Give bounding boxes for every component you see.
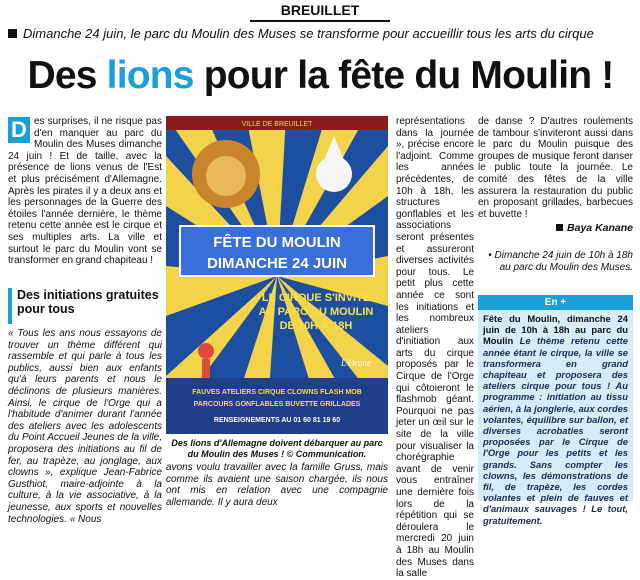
poster-image (166, 116, 388, 434)
subheading: Des initiations gratuites pour tous (8, 288, 162, 324)
info-box-tab: En + (478, 295, 633, 310)
acrobat-figure (198, 343, 214, 359)
info-box-text: Le thème retenu cette année étant le cirque, la ville se transformera en grand chapiteau et proposera des ateliers cirque pour tous ! Au programme : initiation au tissu aérien, à la jonglerie, aux cordes volantes, équilibre sur ballon, et diverses acrobaties seront proposées par le Cirque de l'Orge pour les petits et les grands. Sans compter les clowns, les démonstrations de fil, de trapèze, les cordes volantes et plein de fauves et d'animaux sauvages ! Le tout, gratuitement. (483, 335, 629, 526)
column-1-intro (8, 116, 162, 284)
intro-text: es surprises, il ne risque pas d'en manquer au parc du Moulin des Muses dimanche 24 juin ! Et de taille, avec la présence de lions venus de l'Est et plus précisément d'Allemagne. Après les pirates il y a deux ans et les personnages de la Guerre des étoiles l'année dernière, le thème retenu cette année est le cirque et ses multiples arts. La ville et surtout le parc du Moulin vont se transformer en grand chapiteau ! (8, 116, 162, 267)
poster-caption: Des lions d'Allemagne doivent débarquer au parc du Moulin des Muses ! © Communication. (171, 438, 383, 459)
headline-part: pour la fête du Moulin ! (193, 54, 614, 97)
poster-tagline-1: LE CIRQUE S'INVITE (261, 292, 371, 304)
kicker-text: Dimanche 24 juin, le parc du Moulin des Muses se transforme pour accueillir tous les arts du cirque (23, 26, 594, 41)
poster-graphic (166, 116, 388, 434)
poster-phone: RENSEIGNEMENTS AU 01 60 81 19 60 (213, 417, 341, 424)
drop-cap: D (8, 117, 30, 143)
info-box (478, 295, 633, 526)
headline-highlight: lions (106, 54, 194, 97)
poster-footer-2: PARCOURS GONFLABLES BUVETTE GRILLADES (193, 401, 361, 408)
poster-title-1: FÊTE DU MOULIN (213, 234, 341, 251)
lion-face (206, 156, 246, 196)
headline-part: Des (27, 54, 107, 97)
column-1-body: « Tous les ans nous essayons de trouver un thème différent qui rassemble et qui parle à tous les publics, aussi bien aux enfants qu'à leurs parents et nous le déclinons de plusieurs manières. Ainsi, le cirque de l'Orge qui a l'habitude d'animer durant l'année des ateliers avec les adolescents du Point Accueil Jeunes de la ville, proposera des initiations au fil de fer, au trapèze, au jonglage, aux clowns », explique Jean-Fabrice Gusthiot, maire-adjointe à la culture, à la vie associative, à la jeunesse, aux sports et nouvelles technologies. « Nous (8, 328, 162, 525)
byline-name: Baya Kanane (567, 222, 633, 234)
event-dates: • Dimanche 24 juin de 10h à 18h au parc du Moulin des Muses. (488, 250, 633, 273)
info-box-body (478, 310, 633, 529)
byline (478, 222, 633, 234)
info-box-title: Fête du Moulin, dimanche 24 juin de 10h à 18h au parc du Moulin (483, 313, 628, 347)
under-poster-text: avons voulu travailler avec la famille Gruss, mais comme ils avaient une saison chargée, ils nous ont mis en relation avec une compagnie allemande. Il y aura deux (166, 462, 388, 508)
poster-tagline-2: AU PARC DU MOULIN (258, 306, 374, 318)
column-3-top (396, 116, 474, 580)
kicker (8, 26, 633, 41)
poster-top-text: VILLE DE BREUILLET (241, 121, 313, 128)
square-bullet-icon (8, 29, 17, 38)
poster-tagline-3: DE 10H À 18H (279, 320, 353, 332)
headline (8, 54, 633, 108)
column-3-text: représentations dans la journée », précise encore l'adjoint. Comme les années précédentes, de 10h à 18h, les structures gonflables et les associations seront présentes et assureront diverses activités pour tous. Le petit plus cette année ce sont les initiations et les nombreux ateliers d'initiation aux arts du cirque proposés par le Cirque de l'Orge qui côtoieront le flashmob géant. Pourquoi ne pas jeter un œil sur le site de la ville pour visualiser la chorégraphie avant de venir vous entraîner une dernière fois lors de la répétition qui se déroulera le mercredi 20 juin à 18h au Moulin des Muses dans la salle (396, 116, 474, 580)
poster-footer-1: FAUVES ATELIERS CIRQUE CLOWNS FLASH MOB (192, 389, 362, 396)
poster-brand: L'Orane (341, 358, 371, 368)
section-label: BREUILLET (250, 2, 390, 22)
square-bullet-icon (556, 224, 563, 231)
column-4: de danse ? D'autres roulements de tambour s'inviteront aussi dans le parc du Moulin puisque des groupes de musique feront danser le public toute la journée. Le comité des fêtes de la ville assurera la restauration du public en proposant grillades, barbecues et buvette ! (478, 116, 633, 220)
clown-face (316, 156, 352, 192)
poster-title-2: DIMANCHE 24 JUIN (206, 255, 348, 272)
